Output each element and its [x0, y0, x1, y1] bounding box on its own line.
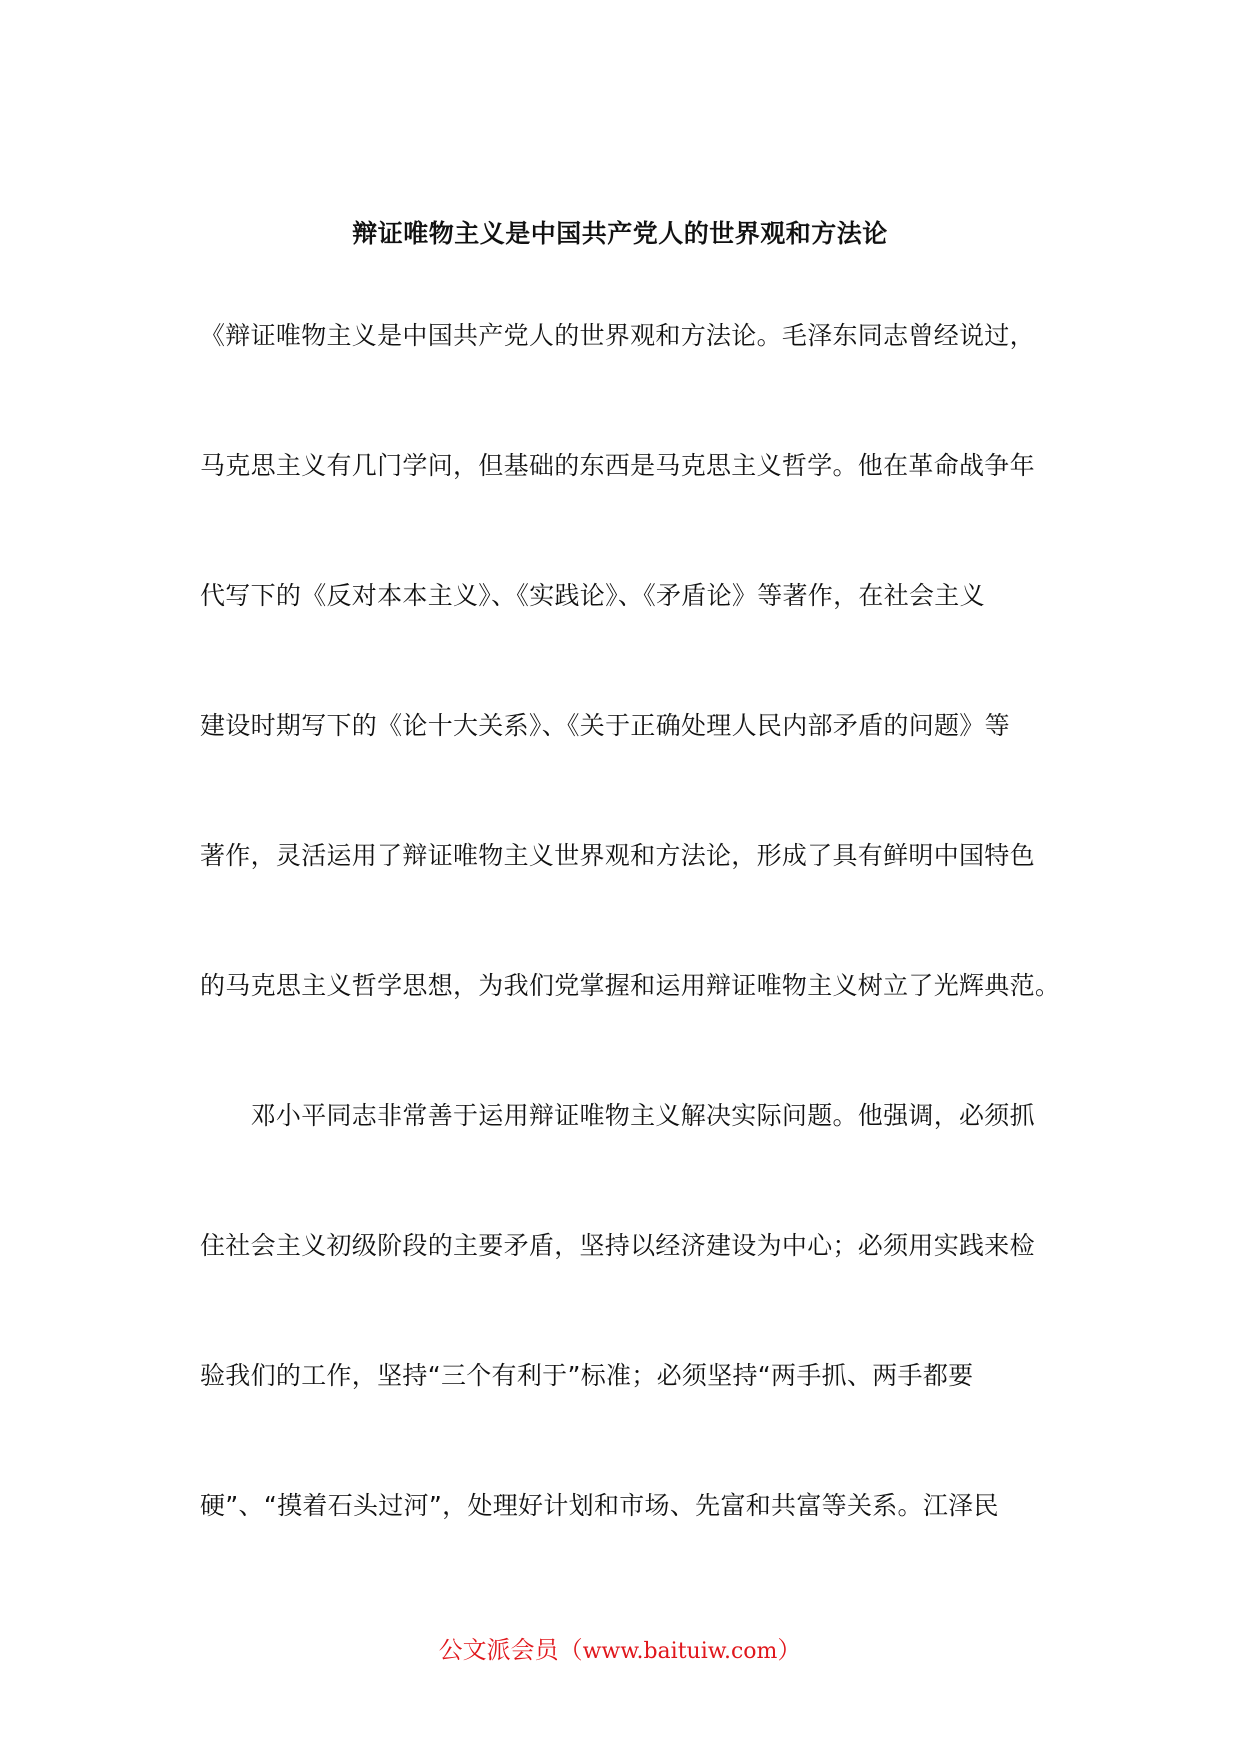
- paragraph-line-6: 的马克思主义哲学思想，为我们党掌握和运用辩证唯物主义树立了光辉典范。: [200, 971, 1061, 1000]
- footer-url-link[interactable]: www.baituiw.com: [582, 1639, 778, 1664]
- paragraph-line-4: 建设时期写下的《论十大关系》、《关于正确处理人民内部矛盾的问题》等: [200, 711, 1010, 740]
- footer-close-paren: ）: [777, 1636, 802, 1664]
- footer-watermark: [0, 1630, 1240, 1672]
- footer-label: 公文派会员: [438, 1636, 559, 1664]
- paragraph-line-1: 《辩证唯物主义是中国共产党人的世界观和方法论。毛泽东同志曾经说过，: [200, 321, 1035, 350]
- footer-open-paren: （: [558, 1636, 583, 1664]
- paragraph-line-3: 代写下的《反对本本主义》、《实践论》、《矛盾论》等著作，在社会主义: [200, 581, 985, 610]
- paragraph-line-5: 著作，灵活运用了辩证唯物主义世界观和方法论，形成了具有鲜明中国特色: [200, 841, 1035, 870]
- paragraph-line-10: 硬”、“摸着石头过河”，处理好计划和市场、先富和共富等关系。江泽民: [200, 1491, 999, 1520]
- paragraph-line-7: 邓小平同志非常善于运用辩证唯物主义解决实际问题。他强调，必须抓: [200, 1101, 1035, 1130]
- document-title: 辩证唯物主义是中国共产党人的世界观和方法论: [352, 219, 888, 248]
- paragraph-line-9: 验我们的工作，坚持“三个有利于”标准；必须坚持“两手抓、两手都要: [200, 1361, 974, 1390]
- paragraph-line-8: 住社会主义初级阶段的主要矛盾，坚持以经济建设为中心；必须用实践来检: [200, 1231, 1035, 1260]
- paragraph-line-2: 马克思主义有几门学问，但基础的东西是马克思主义哲学。他在革命战争年: [200, 451, 1035, 480]
